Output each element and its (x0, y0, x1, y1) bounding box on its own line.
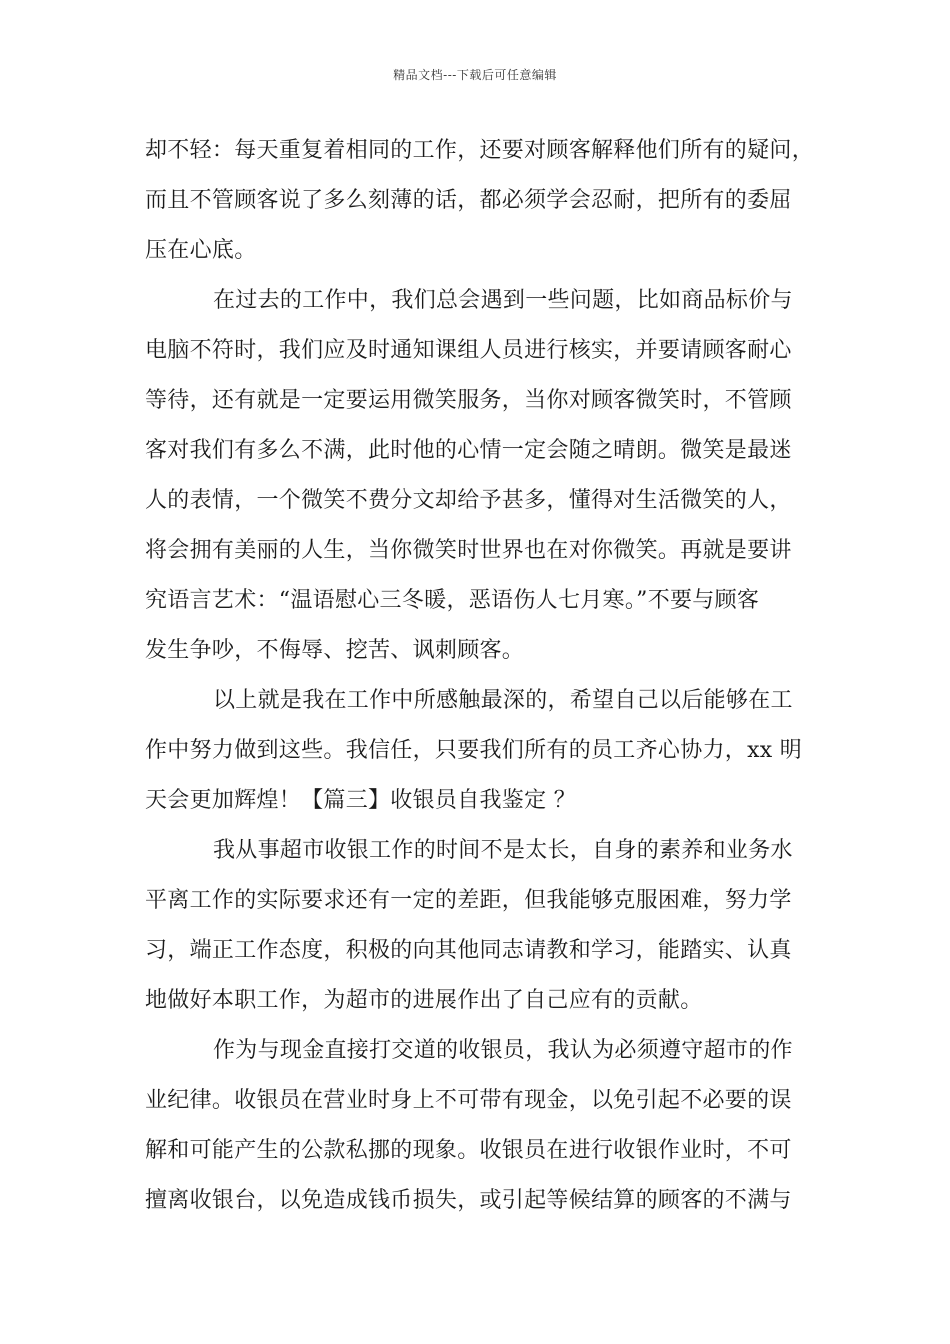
text-line: 业纪律。收银员在营业时身上不可带有现金，以免引起不必要的误 (145, 1088, 792, 1113)
text-line: 擅离收银台，以免造成钱币损失，或引起等候结算的顾客的不满与 (145, 1188, 792, 1213)
text-line: 等待，还有就是一定要运用微笑服务，当你对顾客微笑时，不管顾 (145, 388, 792, 413)
text-line: 客对我们有多么不满，此时他的心情一定会随之晴朗。微笑是最迷 (145, 438, 792, 463)
text-line: 压在心底。 (145, 238, 257, 263)
text-line: 发生争吵，不侮辱、挖苦、讽刺顾客。 (145, 638, 525, 663)
text-line: 平离工作的实际要求还有一定的差距，但我能够克服困难，努力学 (145, 888, 792, 913)
text-line: 解和可能产生的公款私挪的现象。收银员在进行收银作业时，不可 (145, 1138, 792, 1163)
text-line: 而且不管顾客说了多么刻薄的话，都必须学会忍耐，把所有的委屈 (145, 188, 792, 213)
text-line: 电脑不符时，我们应及时通知课组人员进行核实，并要请顾客耐心 (145, 338, 792, 363)
paragraph-first-line: 以上就是我在工作中所感触最深的，希望自己以后能够在工 (213, 688, 793, 713)
paragraph-first-line: 作为与现金直接打交道的收银员，我认为必须遵守超市的作 (213, 1038, 793, 1063)
text-line: 将会拥有美丽的人生，当你微笑时世界也在对你微笑。再就是要讲 (145, 538, 792, 563)
text-line: 却不轻：每天重复着相同的工作，还要对顾客解释他们所有的疑问， (145, 138, 815, 163)
text-line: 习，端正工作态度，积极的向其他同志请教和学习，能踏实、认真 (145, 938, 792, 963)
text-line: 地做好本职工作，为超市的进展作出了自己应有的贡献。 (145, 988, 703, 1013)
text-line: 人的表情，一个微笑不费分文却给予甚多，懂得对生活微笑的人， (145, 488, 792, 513)
text-line: 究语言艺术：“温语慰心三冬暖，恶语伤人七月寒。”不要与顾客 (145, 588, 760, 613)
paragraph-first-line: 我从事超市收银工作的时间不是太长，自身的素养和业务水 (213, 838, 793, 863)
text-line: 作中努力做到这些。我信任，只要我们所有的员工齐心协力，xx 明 (145, 738, 803, 763)
text-line: 天会更加辉煌！【篇三】收银员自我鉴定 ？ (145, 788, 576, 813)
page-header: 精品文档---下载后可任意编辑 (393, 68, 557, 82)
paragraph-first-line: 在过去的工作中，我们总会遇到一些问题，比如商品标价与 (213, 288, 793, 313)
